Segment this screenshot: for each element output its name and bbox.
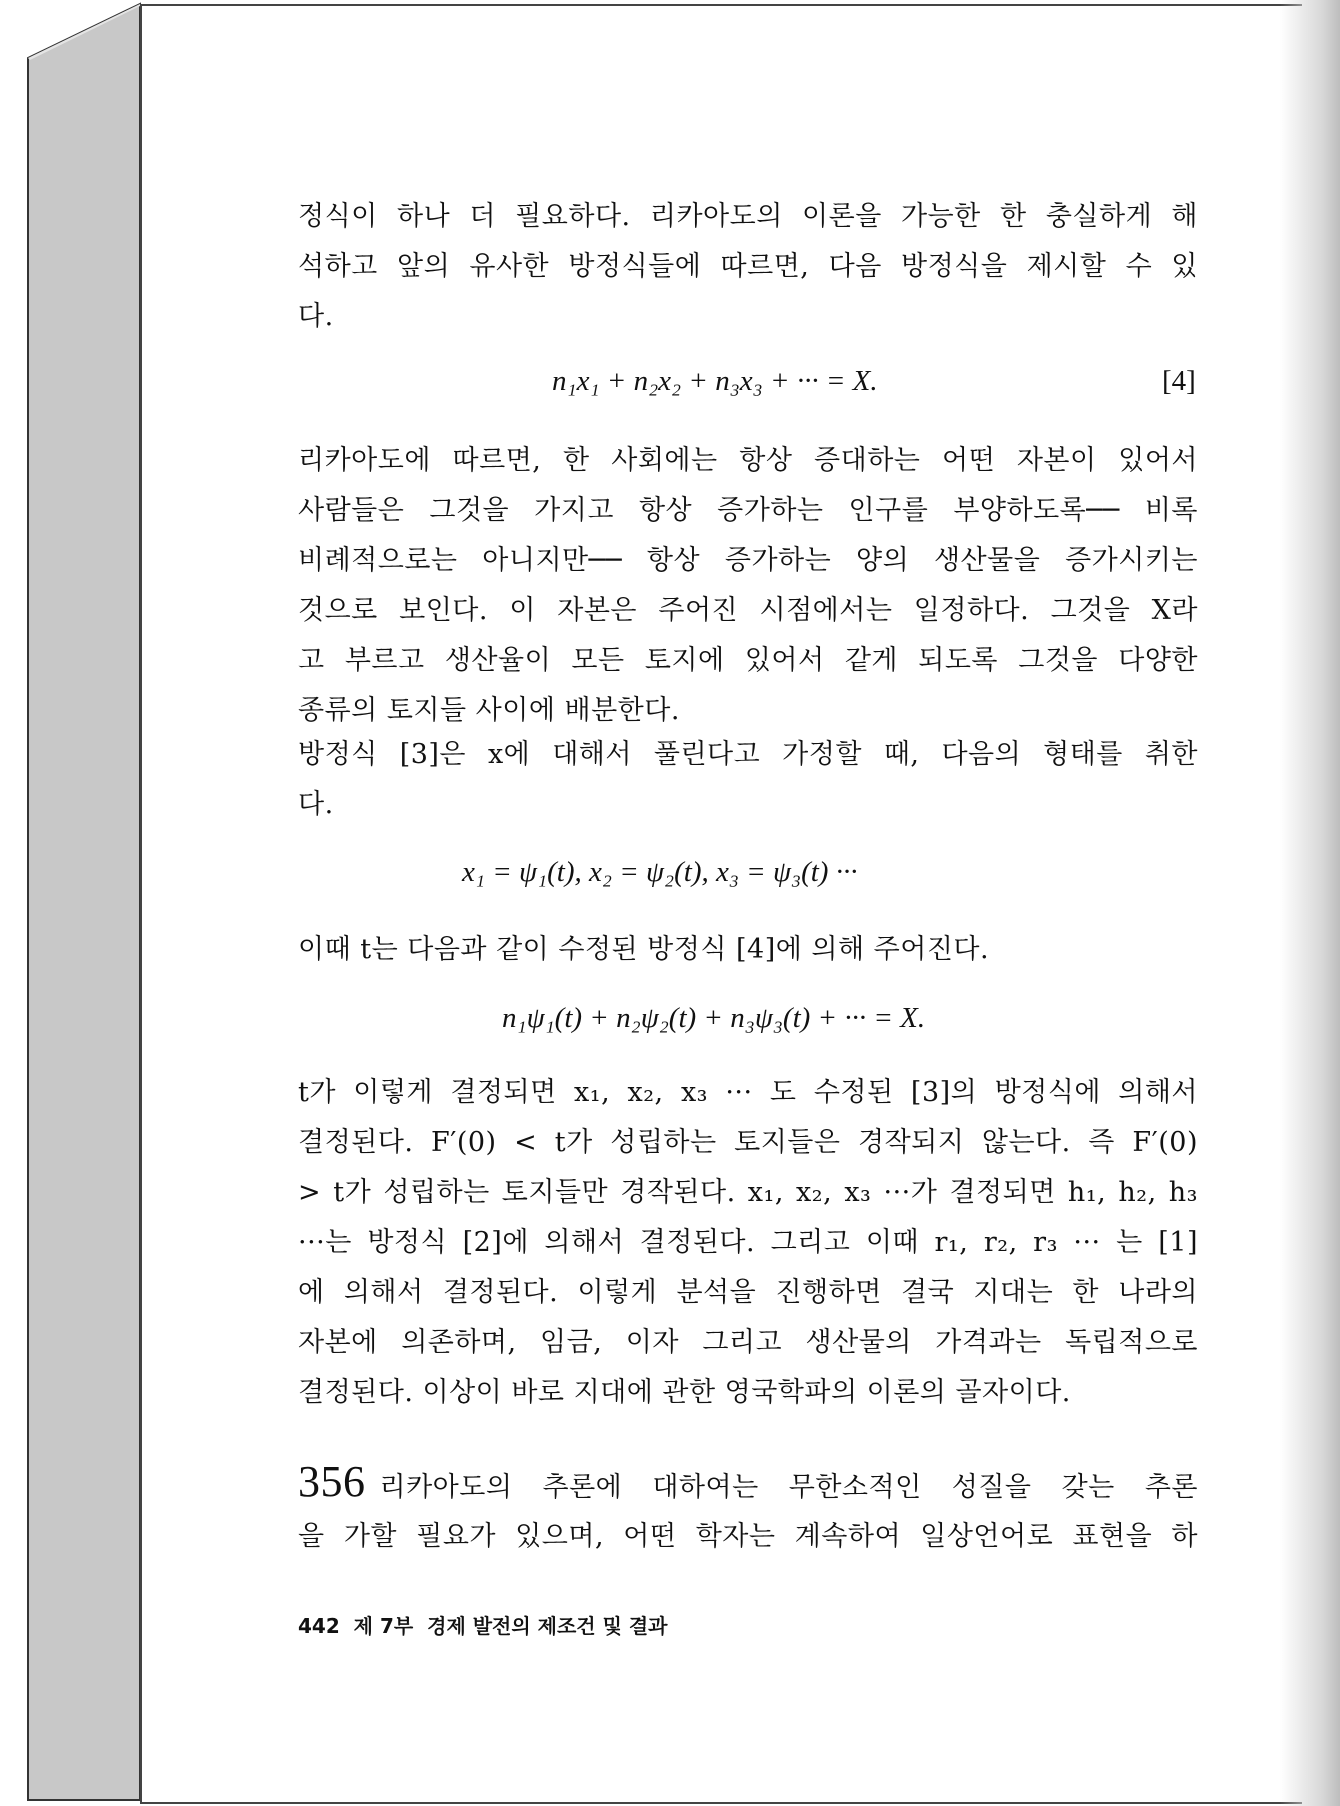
text-line: 자본에 의존하며, 임금, 이자 그리고 생산물의 가격과는 독립적으로 <box>298 1327 1198 1358</box>
text-line: 에 의해서 결정된다. 이렇게 분석을 진행하면 결국 지대는 한 나라의 <box>298 1277 1198 1308</box>
text-line: 고 부르고 생산율이 모든 토지에 있어서 같게 되도록 그것을 다양한 <box>298 645 1198 676</box>
equation-modified: n₁ψ₁(t) + n₂ψ₂(t) + n₃ψ₃(t) + ··· = X. <box>502 1002 926 1034</box>
text-line: 결정된다. F′(0) < t가 성립하는 토지들은 경작되지 않는다. 즉 F′(0) <box>298 1127 1198 1158</box>
text-line: 정식이 하나 더 필요하다. 리카아도의 이론을 가능한 한 충실하게 해 <box>298 201 1198 232</box>
text-line: 방정식 [3]은 x에 대해서 풀린다고 가정할 때, 다음의 형태를 취한 <box>298 739 1198 770</box>
text-line: 리카아도에 따르면, 한 사회에는 항상 증대하는 어떤 자본이 있어서 <box>298 445 1198 476</box>
paragraph-2 <box>298 436 1198 736</box>
book-spine <box>0 0 150 1806</box>
page-footer: 442 제 7부 경제 발전의 제조건 및 결과 <box>298 1614 668 1638</box>
paragraph-3 <box>298 730 1198 830</box>
text-line: 석하고 앞의 유사한 방정식들에 따르면, 다음 방정식을 제시할 수 있 <box>298 251 1198 282</box>
text-line: 종류의 토지들 사이에 배분한다. <box>298 695 680 726</box>
text-line: t가 이렇게 결정되면 x₁, x₂, x₃ ··· 도 수정된 [3]의 방정식에 의해서 <box>298 1077 1198 1108</box>
text-line: 다. <box>298 789 334 820</box>
text-line: 을 가할 필요가 있으며, 어떤 학자는 계속하여 일상언어로 표현을 하 <box>298 1521 1198 1552</box>
text-line: ···는 방정식 [2]에 의해서 결정된다. 그리고 이때 r₁, r₂, r₃ ··· 는 [1] <box>298 1227 1198 1258</box>
paragraph-5 <box>298 1068 1198 1418</box>
text-line: 이때 t는 다음과 같이 수정된 방정식 [4]에 의해 주어진다. <box>298 934 990 965</box>
text-line: 사람들은 그것을 가지고 항상 증가하는 인구를 부양하도록── 비록 <box>298 495 1198 526</box>
text-line: 것으로 보인다. 이 자본은 주어진 시점에서는 일정하다. 그것을 X라 <box>298 595 1198 626</box>
text-line: 다. <box>298 301 334 332</box>
equation-4: n₁x₁ + n₂x₂ + n₃x₃ + ··· = X. <box>552 365 878 397</box>
text-line: 비례적으로는 아니지만── 항상 증가하는 양의 생산물을 증가시키는 <box>298 545 1198 576</box>
text-line: 결정된다. 이상이 바로 지대에 관한 영국학파의 이론의 골자이다. <box>298 1377 1071 1408</box>
section-356 <box>298 1452 1198 1562</box>
equation-psi: x₁ = ψ₁(t), x₂ = ψ₂(t), x₃ = ψ₃(t) ··· <box>462 856 858 888</box>
section-first-line: 리카아도의 추론에 대하여는 무한소적인 성질을 갖는 추론 <box>379 1472 1198 1503</box>
text-line <box>298 1452 1198 1512</box>
section-number: 356 <box>298 1457 366 1506</box>
paragraph-4 <box>298 925 1198 975</box>
text-line: > t가 성립하는 토지들만 경작된다. x₁, x₂, x₃ ···가 결정되면 h₁, h₂, h₃ <box>298 1177 1198 1208</box>
paragraph-1 <box>298 192 1198 342</box>
equation-number: [4] <box>1162 365 1196 397</box>
page-edge-shadow <box>1280 0 1340 1806</box>
